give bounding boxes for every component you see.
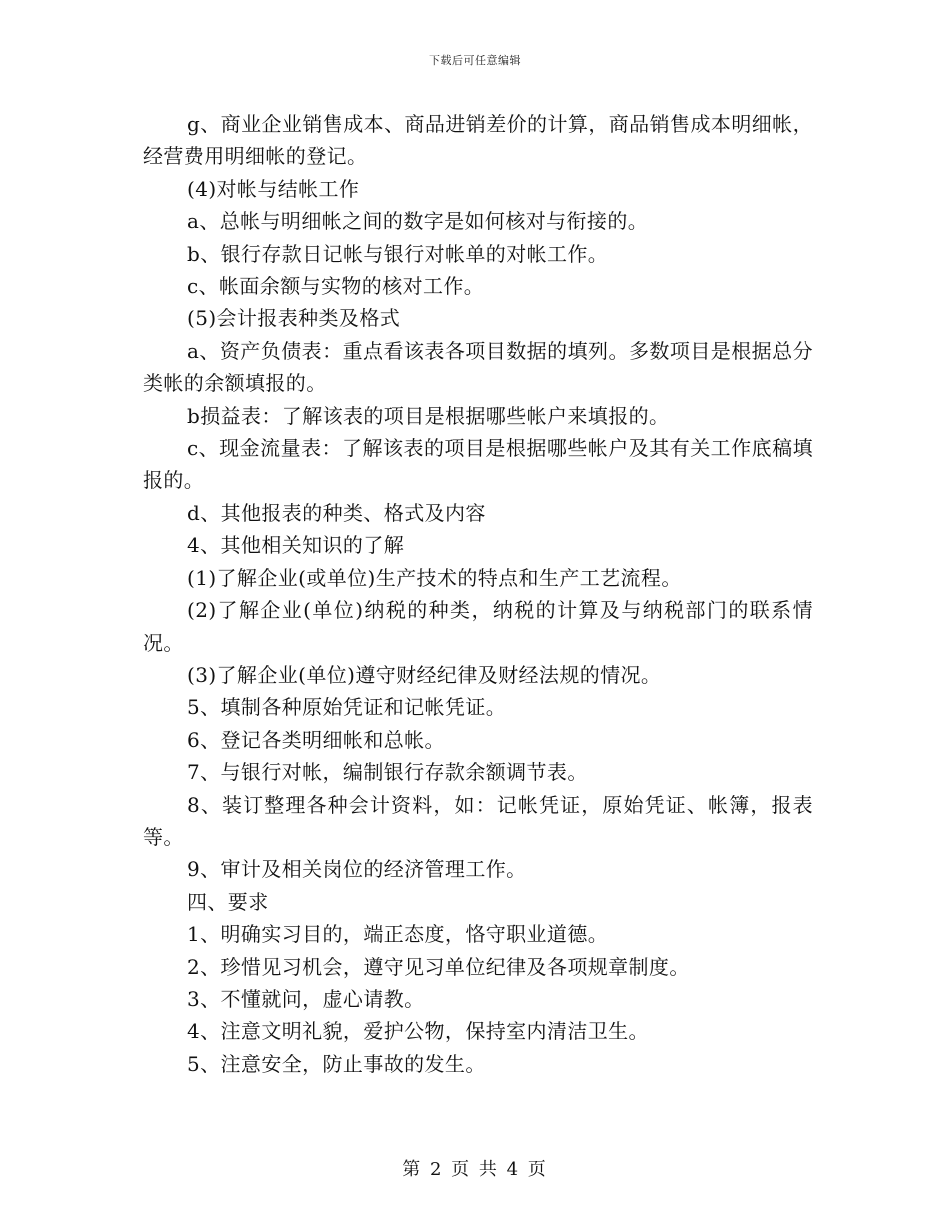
paragraph: (5)会计报表种类及格式 [187,306,401,331]
paragraph: g、商业企业销售成本、商品进销差价的计算，商品销售成本明细帐，经营费用明细帐的登记。 [143,112,813,169]
paragraph: 7、与银行对帐，编制银行存款余额调节表。 [187,760,588,785]
paragraph: d、其他报表的种类、格式及内容 [187,500,486,525]
paragraph: 2、珍惜见习机会，遵守见习单位纪律及各项规章制度。 [187,954,690,979]
paragraph: c、帐面余额与实物的核对工作。 [187,274,485,299]
paragraph: 4、其他相关知识的了解 [187,533,405,558]
section-heading: 四、要求 [187,889,269,914]
document-body [143,108,813,1080]
paragraph: 8、装订整理各种会计资料，如：记帐凭证，原始凭证、帐簿，报表等。 [143,792,813,849]
paragraph: 4、注意文明礼貌，爱护公物，保持室内清洁卫生。 [187,1019,649,1044]
paragraph: (4)对帐与结帐工作 [187,176,360,201]
paragraph: 5、填制各种原始凭证和记帐凭证。 [187,695,507,720]
paragraph: 3、不懂就问，虚心请教。 [187,986,425,1011]
page-header: 下载后可任意编辑 [429,54,521,67]
paragraph: 5、注意安全，防止事故的发生。 [187,1051,486,1076]
paragraph: a、总帐与明细帐之间的数字是如何核对与衔接的。 [187,209,649,234]
paragraph: b损益表：了解该表的项目是根据哪些帐户来填报的。 [187,403,670,428]
paragraph: 1、明确实习目的，端正态度，恪守职业道德。 [187,922,609,947]
paragraph: c、现金流量表：了解该表的项目是根据哪些帐户及其有关工作底稿填报的。 [143,436,813,493]
paragraph: 9、审计及相关岗位的经济管理工作。 [187,857,527,882]
paragraph: b、银行存款日记帐与银行对帐单的对帐工作。 [187,241,609,266]
paragraph: (3)了解企业(单位)遵守财经纪律及财经法规的情况。 [187,662,662,687]
page-number: 第 2 页 共 4 页 [402,1159,548,1180]
paragraph: (1)了解企业(或单位)生产技术的特点和生产工艺流程。 [187,565,682,590]
paragraph: a、资产负债表：重点看该表各项目数据的填列。多数项目是根据总分类帐的余额填报的。 [143,338,813,396]
paragraph: 6、登记各类明细帐和总帐。 [187,727,445,752]
paragraph: (2)了解企业(单位)纳税的种类，纳税的计算及与纳税部门的联系情况。 [143,598,813,655]
